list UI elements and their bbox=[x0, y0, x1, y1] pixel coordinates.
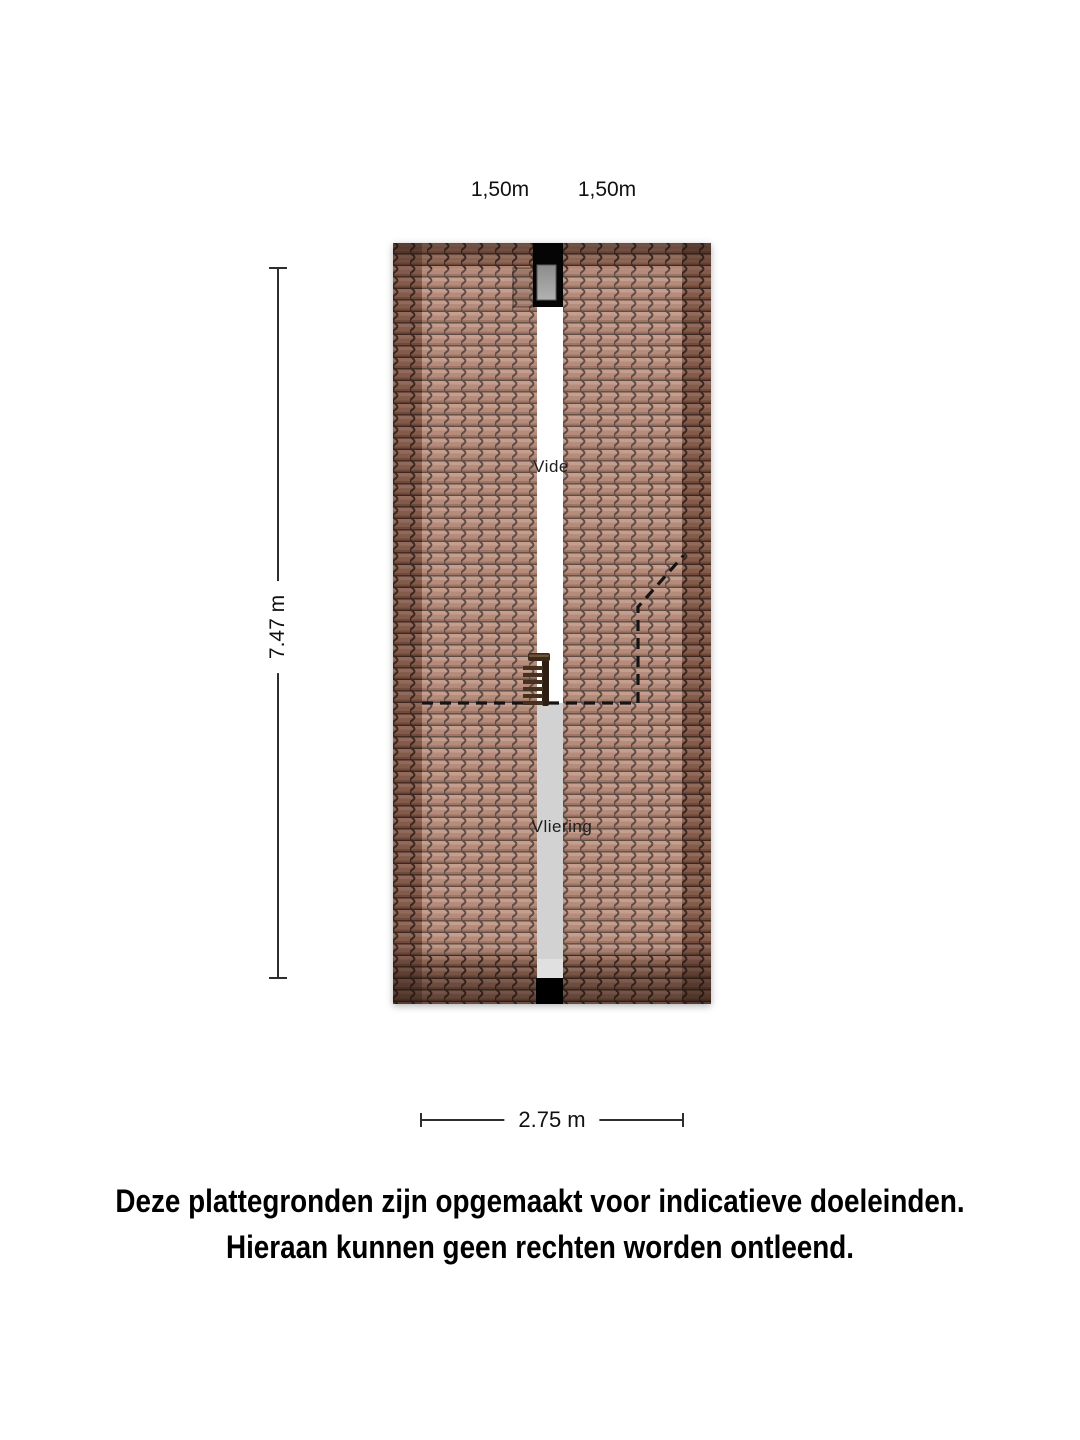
width-measurement-tick-left bbox=[420, 1113, 422, 1127]
room-label-vide: Vide bbox=[533, 457, 569, 476]
disclaimer-line-1: Deze plattegronden zijn opgemaakt voor indicatieve doeleinden. bbox=[115, 1183, 965, 1219]
dimension-label-top-right: 1,50m bbox=[577, 178, 637, 201]
roof-plan bbox=[393, 243, 711, 1004]
dimension-label-top-left: 1,50m bbox=[470, 178, 530, 201]
width-measurement-tick-right bbox=[682, 1113, 684, 1127]
vide-opening bbox=[537, 307, 563, 703]
disclaimer-text bbox=[70, 1178, 1010, 1270]
bottom-chimney-icon bbox=[536, 978, 563, 1004]
disclaimer-line-2: Hieraan kunnen geen rechten worden ontleend. bbox=[225, 1229, 855, 1265]
room-label-vliering: Vliering bbox=[531, 817, 593, 836]
dimension-label-width: 2.75 m bbox=[504, 1105, 599, 1135]
vliering-floor bbox=[537, 703, 563, 978]
roof-edge-left bbox=[393, 243, 422, 1004]
height-measurement-tick-bottom bbox=[269, 977, 287, 979]
roof-edge-right bbox=[682, 243, 711, 1004]
dormer-shadow bbox=[513, 268, 534, 307]
dimension-label-height: 7.47 m bbox=[264, 581, 292, 673]
vliering-floor-end bbox=[537, 959, 563, 978]
skylight-window-icon bbox=[537, 265, 556, 300]
roof-plan-svg bbox=[393, 243, 711, 1004]
height-measurement-tick-top bbox=[269, 267, 287, 269]
